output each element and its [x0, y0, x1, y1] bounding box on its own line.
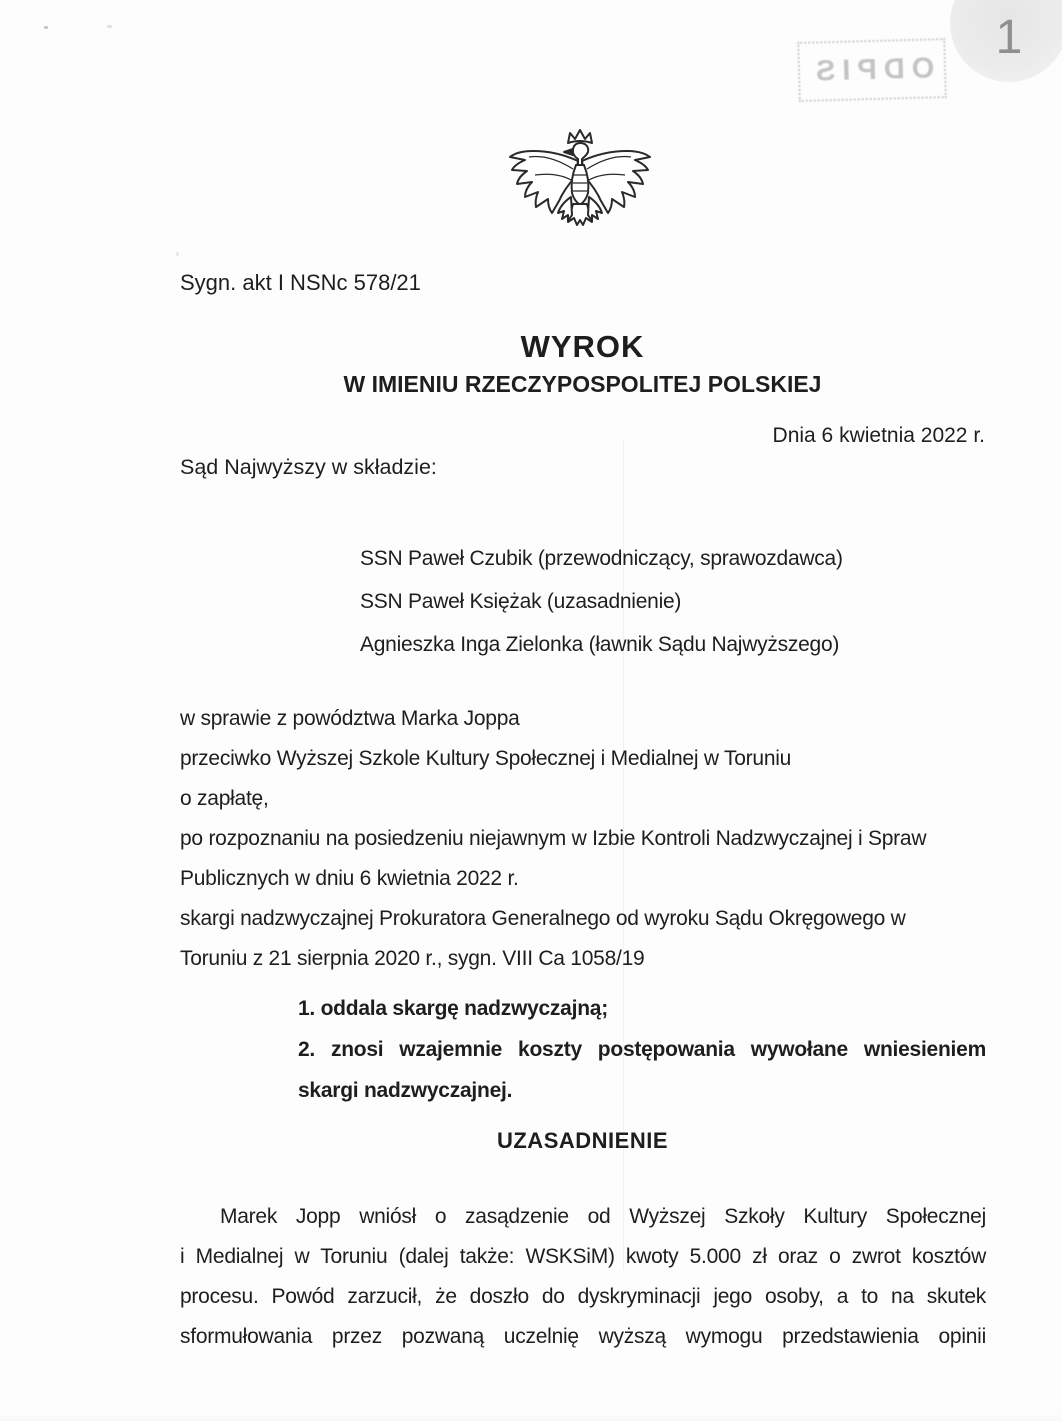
paragraph-line: sformułowania przez pozwaną uczelnię wyższą wymogu przedstawienia opinii — [180, 1325, 986, 1348]
justification-paragraph — [180, 1197, 986, 1357]
case-line: o zapłatę, — [180, 787, 269, 810]
paragraph-line: Marek Jopp wniósł o zasądzenie od Wyższej Szkoły Kultury Społecznej — [220, 1205, 986, 1228]
case-line: skargi nadzwyczajnej Prokuratora Generalnego od wyroku Sądu Okręgowego w — [180, 907, 906, 930]
scan-speck — [176, 252, 179, 256]
case-number: Sygn. akt I NSNc 578/21 — [180, 270, 421, 295]
court-panel-intro: Sąd Najwyższy w składzie: — [180, 455, 437, 479]
case-line: Publicznych w dniu 6 kwietnia 2022 r. — [180, 867, 519, 890]
page-number-badge — [950, 0, 1062, 82]
ruling-point-2: 2. znosi wzajemnie koszty postępowania wywołane wniesieniem — [298, 1038, 986, 1061]
case-description — [180, 699, 986, 979]
case-line: Toruniu z 21 sierpnia 2020 r., sygn. VIII Ca 1058/19 — [180, 947, 645, 970]
judgment-subtitle: W IMIENIU RZECZYPOSPOLITEJ POLSKIEJ — [343, 371, 822, 397]
judge-line: Agnieszka Inga Zielonka (ławnik Sądu Najwyższego) — [360, 633, 840, 656]
scan-fold-artifact — [623, 440, 624, 1270]
judgment-title: WYROK — [520, 329, 645, 364]
paragraph-line: procesu. Powód zarzucił, że doszło do dyskryminacji jego osoby, a to na skutek — [180, 1285, 986, 1308]
case-line: w sprawie z powództwa Marka Joppa — [180, 707, 520, 730]
case-line: po rozpoznaniu na posiedzeniu niejawnym w Izbie Kontroli Nadzwyczajnej i Spraw — [180, 827, 927, 850]
odpis-stamp — [797, 38, 947, 102]
scan-speck — [44, 26, 48, 29]
ruling-point-2-cont: skargi nadzwyczajnej. — [298, 1079, 513, 1102]
scan-speck — [107, 25, 112, 28]
odpis-stamp-label: ODPIS — [808, 51, 936, 88]
judgment-date: Dnia 6 kwietnia 2022 r. — [772, 424, 985, 447]
polish-eagle-emblem — [505, 126, 655, 254]
justification-heading: UZASADNIENIE — [496, 1128, 668, 1153]
ruling-point-1: 1. oddala skargę nadzwyczajną; — [298, 997, 608, 1020]
judge-line: SSN Paweł Księżak (uzasadnienie) — [360, 590, 682, 613]
judges-list — [360, 537, 843, 666]
page-number: 1 — [995, 11, 1023, 64]
paragraph-line: i Medialnej w Toruniu (dalej także: WSKSiM) kwoty 5.000 zł oraz o zwrot kosztów — [180, 1245, 986, 1268]
ruling-block — [298, 988, 986, 1111]
case-line: przeciwko Wyższej Szkole Kultury Społecznej i Medialnej w Toruniu — [180, 747, 792, 770]
judge-line: SSN Paweł Czubik (przewodniczący, sprawozdawca) — [360, 547, 843, 570]
